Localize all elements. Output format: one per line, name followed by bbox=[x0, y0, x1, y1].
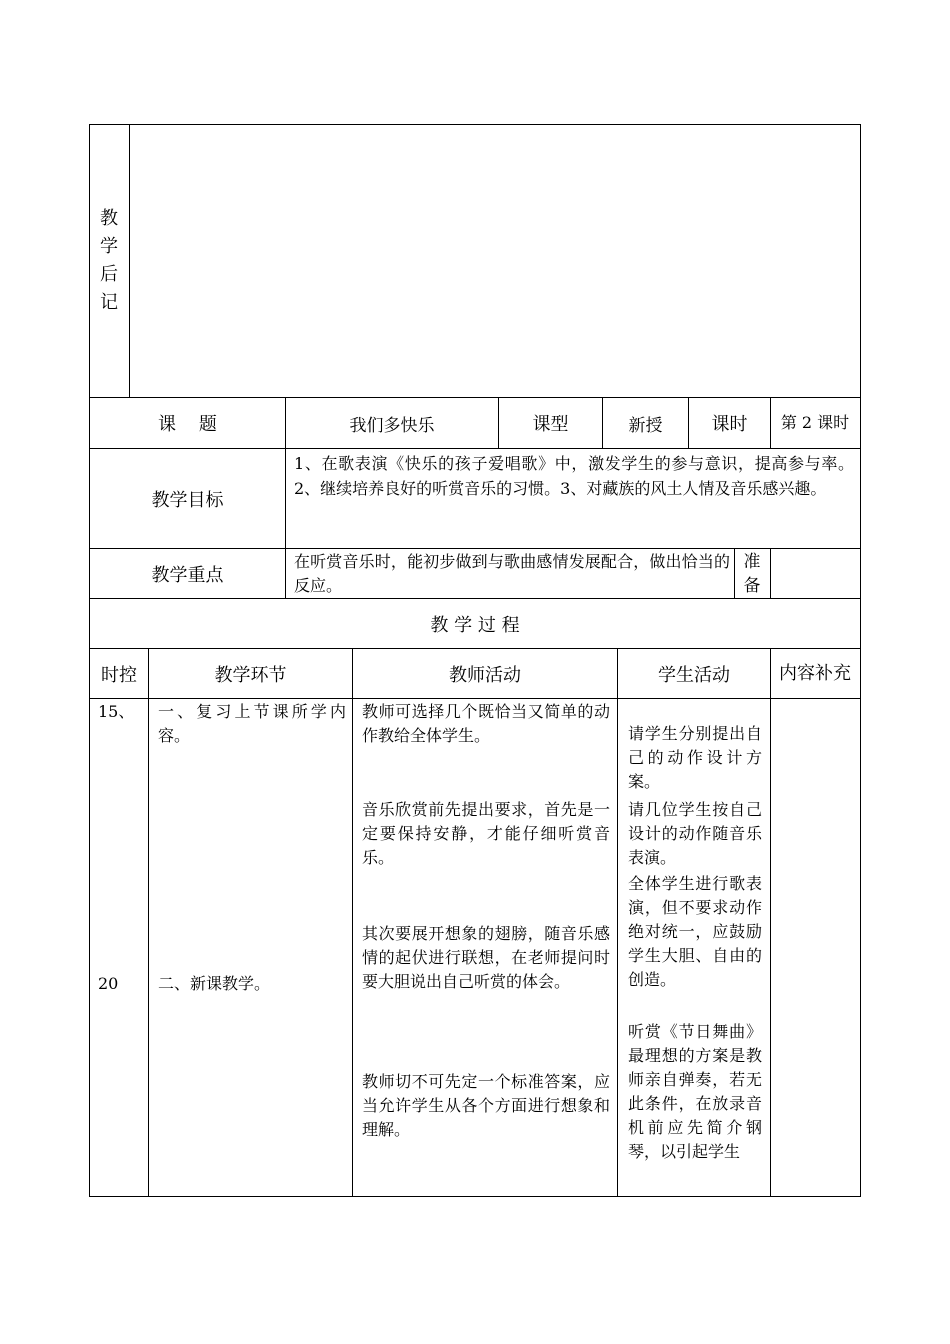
time-1: 15、 bbox=[98, 702, 135, 721]
topic-value: 我们多快乐 bbox=[349, 415, 435, 436]
supplement-content bbox=[776, 700, 854, 1190]
type-value: 新授 bbox=[628, 415, 663, 436]
prep-label: 准备 bbox=[743, 552, 761, 596]
rule bbox=[89, 698, 861, 699]
stage-2: 二、新课教学。 bbox=[158, 974, 271, 993]
header-teacher: 教师活动 bbox=[449, 664, 521, 686]
period-value: 第 2 课时 bbox=[780, 413, 850, 432]
header-stage: 教学环节 bbox=[214, 664, 287, 686]
rule bbox=[770, 397, 771, 449]
rule bbox=[352, 648, 353, 1197]
objectives-text: 1、在歌表演《快乐的孩子爱唱歌》中，激发学生的参与意识，提高参与率。 2、继续培养良好的听赏音乐的习惯。3、对藏族的风土人情及音乐感兴趣。 bbox=[294, 454, 854, 498]
teacher-activity-2: 音乐欣赏前先提出要求，首先是一定要保持安静，才能仔细听赏音乐。 bbox=[362, 800, 610, 867]
rule bbox=[129, 124, 130, 398]
process-title: 教 学 过 程 bbox=[430, 614, 520, 636]
student-activity-2: 请几位学生按自己设计的动作随音乐表演。 bbox=[628, 800, 762, 867]
rule bbox=[860, 124, 861, 1197]
period-label: 课时 bbox=[711, 414, 748, 435]
header-time: 时控 bbox=[101, 664, 137, 686]
objectives-label: 教学目标 bbox=[151, 489, 224, 511]
focus-label: 教学重点 bbox=[151, 564, 224, 586]
teacher-activity-4: 教师切不可先定一个标准答案，应当允许学生从各个方面进行想象和理解。 bbox=[362, 1072, 610, 1139]
time-2: 20 bbox=[98, 974, 119, 993]
teacher-activity-3: 其次要展开想象的翅膀，随音乐感情的起伏进行联想，在老师提问时要大胆说出自己听赏的体会。 bbox=[362, 924, 610, 991]
rule bbox=[89, 1196, 861, 1197]
prep-value bbox=[774, 550, 858, 598]
student-activity-4: 听赏《节日舞曲》最理想的方案是教师亲自弹奏，若无此条件，在放录音机前应先简介钢琴，以引起学生 bbox=[628, 1022, 762, 1161]
rule bbox=[770, 648, 771, 1197]
postscript-content bbox=[136, 130, 854, 392]
teacher-activity-1: 教师可选择几个既恰当又简单的动作教给全体学生。 bbox=[362, 702, 610, 745]
rule bbox=[617, 648, 618, 1197]
postscript-label: 教学后记 bbox=[100, 208, 118, 313]
rule bbox=[148, 648, 149, 1197]
rule bbox=[734, 548, 735, 599]
stage-1: 一、复习上节课所学内容。 bbox=[158, 702, 346, 745]
student-activity-1: 请学生分别提出自己的动作设计方案。 bbox=[628, 724, 762, 791]
topic-label: 课 题 bbox=[158, 414, 217, 435]
type-label: 课型 bbox=[532, 414, 569, 435]
rule bbox=[89, 124, 861, 125]
header-supplement: 内容补充 bbox=[779, 662, 851, 684]
header-student: 学生活动 bbox=[658, 664, 730, 686]
rule bbox=[770, 548, 771, 599]
student-activity-3: 全体学生进行歌表演，但不要求动作绝对统一，应鼓励学生大胆、自由的创造。 bbox=[628, 874, 762, 989]
focus-text: 在听赏音乐时，能初步做到与歌曲感情发展配合，做出恰当的反应。 bbox=[294, 552, 730, 595]
